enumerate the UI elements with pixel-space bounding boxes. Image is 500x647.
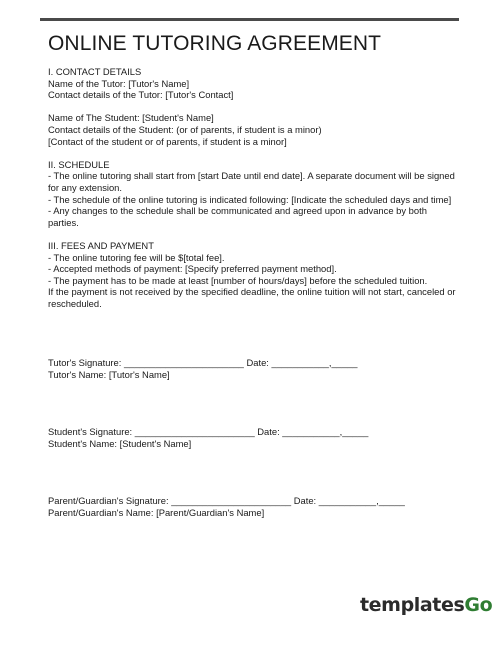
fees-heading: III. FEES AND PAYMENT [48,239,154,251]
student-signature-line: Student's Signature: _______________________ Date: ___________,_____ [48,426,369,438]
tutor-contact-line: Contact details of the Tutor: [Tutor's Contact] [48,89,234,101]
student-printed-name: Student's Name: [Student's Name] [48,437,192,449]
parent-printed-name: Parent/Guardian's Name: [Parent/Guardian's Name] [48,507,265,519]
student-name-line: Name of The Student: [Student's Name] [48,112,214,124]
templatesgo-logo [360,594,492,624]
student-contact-placeholder: [Contact of the student or of parents, if student is a minor] [48,135,287,147]
tutor-name-line: Name of the Tutor: [Tutor's Name] [48,77,190,89]
spacer [48,309,458,345]
contact-heading: I. CONTACT DETAILS [48,66,142,77]
student-contact-line: Contact details of the Student: (or of parents, if student is a minor) [48,123,322,135]
schedule-item: - The schedule of the online tutoring is indicated following: [Indicate the scheduled days and time] [48,193,452,205]
tutor-printed-name: Tutor's Name: [Tutor's Name] [48,368,170,380]
spacer [48,449,458,495]
spacer [48,228,458,240]
fees-item: - Accepted methods of payment: [Specify preferred payment method]. [48,263,337,275]
schedule-item: - The online tutoring shall start from [start Date until end date]. A separate document will be signed for any extension. [48,170,455,193]
agreement-document [48,30,458,519]
logo-text-go: Go [464,594,493,616]
schedule-item: - Any changes to the schedule shall be communicated and agreed upon in advance by both parties. [48,205,427,228]
spacer [48,345,458,357]
spacer [48,101,458,113]
top-divider [40,18,459,21]
spacer [48,147,458,159]
document-title: ONLINE TUTORING AGREEMENT [48,32,382,55]
schedule-heading: II. SCHEDULE [48,158,110,170]
fees-item: - The online tutoring fee will be $[total fee]. [48,251,225,263]
parent-signature-line: Parent/Guardian's Signature: _______________________ Date: ___________,_____ [48,495,405,507]
fees-item: If the payment is not received by the specified deadline, the online tuition will not start, canceled or rescheduled. [48,286,456,309]
tutor-signature-line: Tutor's Signature: _______________________ Date: ___________,_____ [48,357,358,369]
spacer [48,380,458,426]
fees-item: - The payment has to be made at least [number of hours/days] before the scheduled tuition. [48,274,428,286]
logo-text-templates: templates [360,594,465,616]
